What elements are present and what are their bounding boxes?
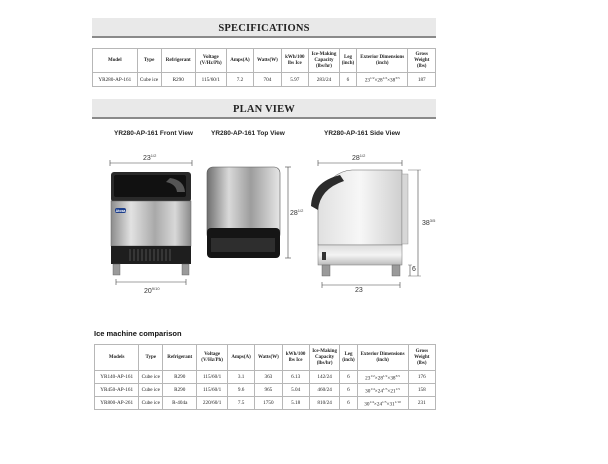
cell-kwh: 6.13 <box>282 371 309 384</box>
col-voltage: Voltage (V/Hz/Ph) <box>197 345 228 371</box>
col-refrigerant: Refrigerant <box>163 345 197 371</box>
col-models: Models <box>95 345 139 371</box>
front-leg-right <box>182 264 189 275</box>
cell-weight: 176 <box>408 371 435 384</box>
col-amps: Amps(A) <box>226 49 253 73</box>
table-row <box>95 397 436 410</box>
cell-model: YR140-AP-161 <box>95 371 139 384</box>
plan-view-heading: PLAN VIEW <box>233 104 295 115</box>
side-view-drawing <box>311 160 421 288</box>
cell-leg: 6 <box>340 371 357 384</box>
col-weight: Gross Weight (lbs) <box>408 345 435 371</box>
comparison-header-row <box>95 345 436 371</box>
cell-weight: 158 <box>408 384 435 397</box>
front-brand-label: Atosa <box>115 209 126 213</box>
col-kwh: kWh/100 lbs Ice <box>281 49 308 73</box>
cell-dimensions: $23^{1/2}\times 28^{1/2}\times 38^{3/5}$ <box>357 73 408 87</box>
side-height-dimension: $38^{3/5}$ <box>422 218 436 227</box>
side-base <box>318 245 402 265</box>
table-row <box>95 384 436 397</box>
cell-amps: 9.6 <box>227 384 254 397</box>
col-refrigerant: Refrigerant <box>161 49 195 73</box>
cell-watts: 965 <box>255 384 282 397</box>
front-vent-panel <box>111 246 191 264</box>
cell-type: Cube ice <box>139 384 163 397</box>
cell-type: Cube ice <box>139 397 163 410</box>
cell-amps: 7.2 <box>226 73 253 87</box>
cell-amps: 7.5 <box>227 397 254 410</box>
cell-voltage: 220/60/1 <box>197 397 228 410</box>
cell-refrigerant: R290 <box>161 73 195 87</box>
cell-capacity: 810/24 <box>309 397 340 410</box>
cell-weight: 231 <box>408 397 435 410</box>
side-bottom-dimension: 23 <box>355 287 363 294</box>
cell-watts: 363 <box>255 371 282 384</box>
cell-kwh: 5.18 <box>282 397 309 410</box>
top-view-title: YR280-AP-161 Top View <box>211 130 285 137</box>
front-leg-left <box>113 264 120 275</box>
side-leg-dimension: 6 <box>412 266 416 273</box>
cell-voltage: 115/60/1 <box>197 371 228 384</box>
cell-dimensions: $30^{1/4}\times 24^{1/5}\times 31^{1/10}$ <box>357 397 408 410</box>
cell-watts: 704 <box>254 73 281 87</box>
side-leg-left <box>322 265 330 276</box>
cell-dimensions: $23^{1/2}\times 28^{1/2}\times 38^{3/5}$ <box>357 371 408 384</box>
cell-leg: 6 <box>340 397 357 410</box>
col-kwh: kWh/100 lbs Ice <box>282 345 309 371</box>
specifications-heading: SPECIFICATIONS <box>218 23 310 34</box>
cell-capacity: 460/24 <box>309 384 340 397</box>
cell-watts: 1750 <box>255 397 282 410</box>
front-view-title: YR280-AP-161 Front View <box>114 130 193 137</box>
cell-voltage: 115/60/1 <box>195 73 226 87</box>
front-width-dimension: $23^{1/2}$ <box>143 153 157 162</box>
table-row <box>95 371 436 384</box>
cell-model: YR450-AP-161 <box>95 384 139 397</box>
side-view-title: YR280-AP-161 Side View <box>324 130 401 137</box>
col-capacity: Ice-Making Capacity (lbs/hr) <box>309 345 340 371</box>
cell-dimensions: $30^{1/4}\times 24^{1/5}\times 21^{1/5}$ <box>357 384 408 397</box>
cell-model: YR280-AP-161 <box>93 73 138 87</box>
col-type: Type <box>139 345 163 371</box>
col-model: Model <box>93 49 138 73</box>
comparison-heading: Ice machine comparison <box>94 329 182 338</box>
side-top-dimension: $28^{1/2}$ <box>352 153 366 162</box>
col-dimensions: Exterior Dimensions (inch) <box>357 49 408 73</box>
front-view-drawing <box>110 160 192 285</box>
side-leg-right <box>392 265 400 276</box>
cell-refrigerant: R290 <box>163 371 197 384</box>
col-amps: Amps(A) <box>227 345 254 371</box>
col-capacity: Ice-Making Capacity (lbs/hr) <box>309 49 340 73</box>
cell-type: Cube ice <box>137 73 161 87</box>
cell-model: YR800-AP-261 <box>95 397 139 410</box>
col-watts: Watts(W) <box>255 345 282 371</box>
top-view-drawing <box>207 167 291 258</box>
front-door-panel <box>111 201 191 246</box>
col-dimensions: Exterior Dimensions (inch) <box>357 345 408 371</box>
cell-refrigerant: R-404a <box>163 397 197 410</box>
col-watts: Watts(W) <box>254 49 281 73</box>
cell-leg: 6 <box>339 73 356 87</box>
cell-voltage: 115/60/1 <box>197 384 228 397</box>
cell-leg: 6 <box>340 384 357 397</box>
top-depth-dimension: $28^{1/2}$ <box>290 208 304 217</box>
cell-kwh: 5.97 <box>281 73 308 87</box>
cell-weight: 187 <box>408 73 436 87</box>
cell-capacity: 142/24 <box>309 371 340 384</box>
cell-refrigerant: R290 <box>163 384 197 397</box>
cell-capacity: 283/24 <box>309 73 340 87</box>
comparison-table <box>94 344 436 410</box>
col-voltage: Voltage (V/Hz/Ph) <box>195 49 226 73</box>
cell-amps: 3.1 <box>227 371 254 384</box>
front-bottom-dimension: $20^{9/10}$ <box>144 286 160 295</box>
col-type: Type <box>137 49 161 73</box>
col-weight: Gross Weight (lbs) <box>408 49 436 73</box>
cell-type: Cube ice <box>139 371 163 384</box>
cell-kwh: 5.04 <box>282 384 309 397</box>
col-leg: Leg (inch) <box>339 49 356 73</box>
col-leg: Leg (inch) <box>340 345 357 371</box>
